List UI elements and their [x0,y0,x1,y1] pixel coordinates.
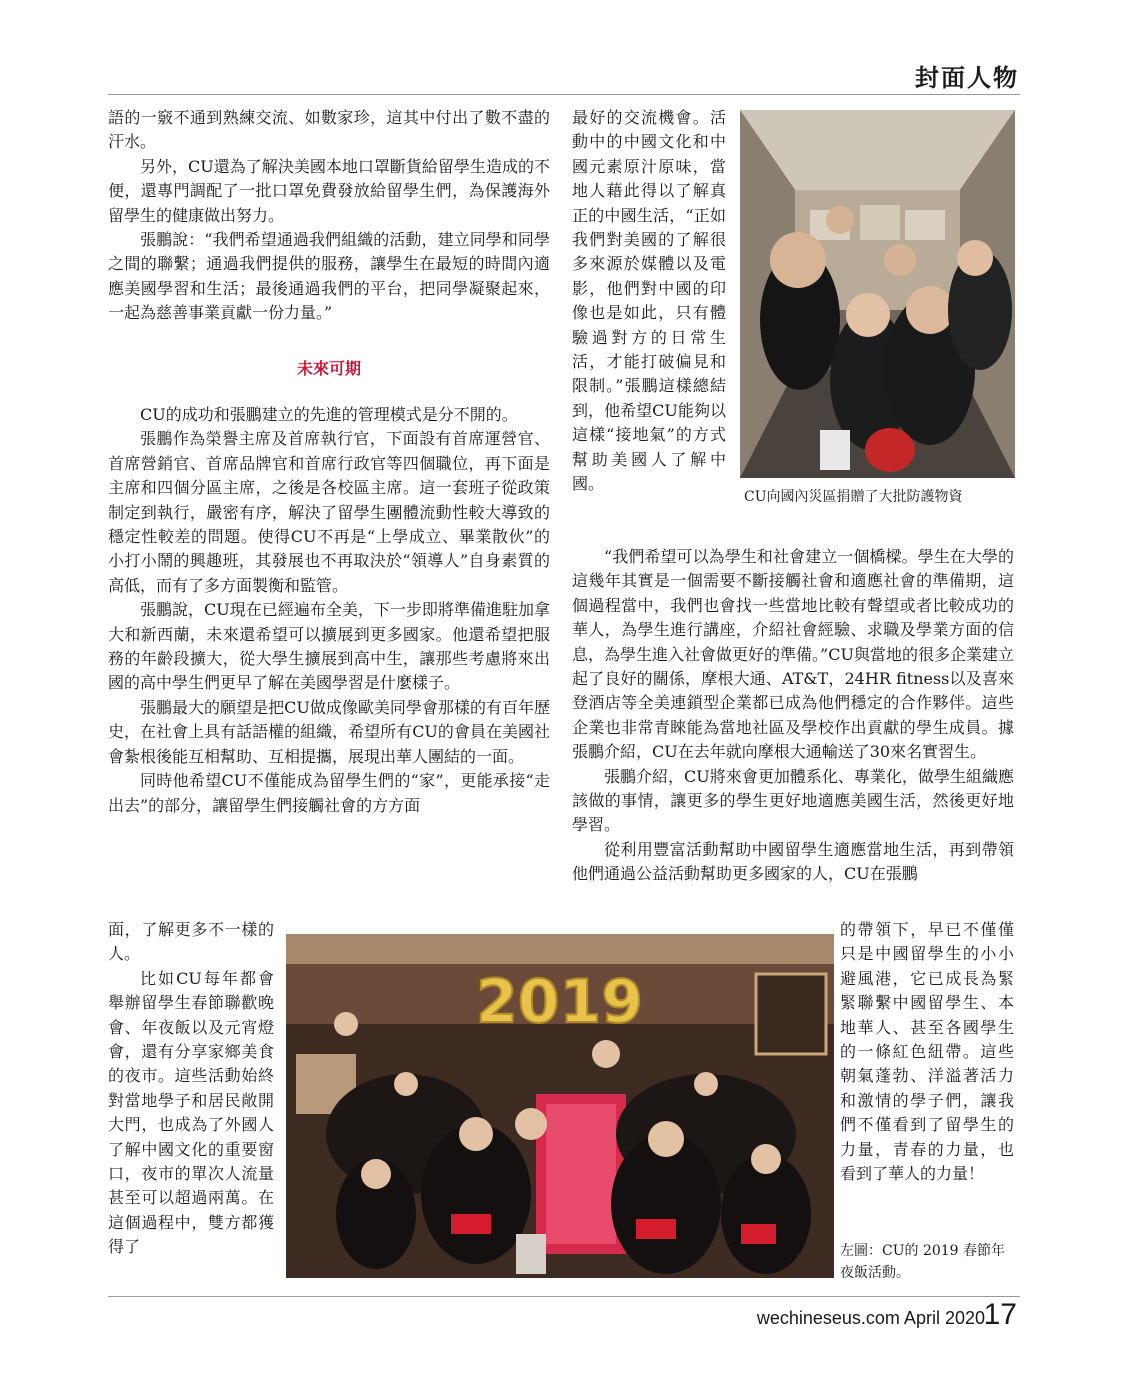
footer-rule [108,1296,1020,1297]
paragraph: 面，了解更多不一樣的人。 [108,920,274,964]
donation-photo [740,110,1015,478]
paragraph: 張鵬說：“我們希望通過我們組織的活動，建立同學和同學之間的聯繫；通過我們提供的服務，讓學生在最短的時間內適應美國學習和生活；最後通過我們的平台，把同學凝聚起來，一起為慈善事業貢獻一份力量。” [108,230,550,323]
new-year-dinner-photo [286,934,834,1278]
paragraph: 語的一竅不通到熟練交流、如數家珍，這其中付出了數不盡的汗水。 [108,108,550,152]
paragraph: 張鵬作為榮譽主席及首席執行官，下面設有首席運營官、首席營銷官、首席品牌官和首席行政官等四個職位，再下面是主席和四個分區主席，之後是各校區主席。這一套班子從政策制定到執行，嚴密有序，解決了留學生團體流動性較大導致的穩定性較差的問題。使得CU不再是“上學成立、畢業散伙”的小打小鬧的興趣班，其發展也不再取決於“領導人”自身素質的高低，而有了多方面製衡和監管。 [108,429,550,595]
paragraph: 同時他希望CU不僅能成為留學生們的“家”，更能承接“走出去”的部分，讓留學生們接觸社會的方方面 [108,771,550,815]
left-column-top [108,106,550,326]
right-column-main [572,545,1014,887]
footer-url: wechineseus.com April 2020 [756,1308,985,1328]
bottom-photo-caption: 左圖：CU的 2019 春節年夜飯活動。 [840,1243,1006,1281]
paragraph: 從利用豐富活動幫助中國留學生適應當地生活，再到帶領他們通過公益活動幫助更多國家的人，CU在張鵬 [572,839,1014,884]
section-title: 封面人物 [915,64,1019,92]
section-heading: 未來可期 [296,359,361,378]
paragraph: CU的成功和張鵬建立的先進的管理模式是分不開的。 [140,405,518,424]
new-year-dinner-photo-image [286,934,834,1278]
paragraph: 最好的交流機會。活動中的中國文化和中國元素原汁原味，當地人藉此得以了解真正的中國生活，“正如我們對美國的了解很多來源於媒體以及電影，他們對中國的印像也是如此，只有體驗過對方的日常生活，才能打破偏見和限制。”張鵬這樣總結到，他希望CU能夠以這樣“接地氣”的方式幫助美國人了解中國。 [572,108,726,494]
left-column-main [108,403,550,818]
paragraph: “我們希望可以為學生和社會建立一個橋樑。學生在大學的這幾年其實是一個需要不斷接觸社會和適應社會的準備期，這個過程當中，我們也會找一些當地比較有聲望或者比較成功的華人，為學生進行講座，介紹社會經驗、求職及學業方面的信息，為學生進入社會做更好的準備。”CU與當地的很多企業建立起了良好的關係，摩根大通、AT&T，24HR fitness以及喜來登酒店等全美連鎖型企業都已成為他們穩定的合作夥伴。這些企業也非常青睞能為當地社區及學校作出貢獻的學生成員。據張鵬介紹，CU在去年就向摩根大通輸送了30來名實習生。 [572,547,1014,762]
balloon-text: 2019 [476,967,643,1037]
donation-photo-image [740,110,1015,478]
left-column-narrow [108,918,274,1260]
top-photo-caption: CU向國內災區捐贈了大批防護物資 [744,489,963,505]
paragraph: 張鵬說，CU現在已經遍布全美，下一步即將準備進駐加拿大和新西蘭，未來還希望可以擴展到更多國家。他還希望把服務的年齡段擴大，從大學生擴展到高中生，讓那些考慮將來出國的高中學生們更早了解在美國學習是什麼樣子。 [108,600,550,693]
header-rule [108,94,1020,95]
right-column-narrow [840,918,1014,1186]
right-column-beside-photo [572,106,726,497]
paragraph: 張鵬介紹，CU將來會更加體系化、專業化，做學生組織應該做的事情，讓更多的學生更好地適應美國生活，然後更好地學習。 [572,766,1014,835]
paragraph: 張鵬最大的願望是把CU做成像歐美同學會那樣的有百年歷史，在社會上具有話語權的組織，希望所有CU的會員在美國社會紮根後能互相幫助、互相提攜，展現出華人團結的一面。 [108,697,550,766]
paragraph: 另外，CU還為了解決美國本地口罩斷貨給留學生造成的不便，還專門調配了一批口罩免費發放給留學生們，為保護海外留學生的健康做出努力。 [108,156,550,225]
paragraph: 的帶領下，早已不僅僅只是中國留學生的小小避風港，它已成長為緊緊聯繫中國留學生、本地華人、甚至各國學生的一條紅色紐帶。這些朝氣蓬勃、洋溢著活力和激情的學子們，讓我們不僅看到了留學生的力量，青春的力量，也看到了華人的力量！ [840,920,1014,1184]
paragraph: 比如CU每年都會舉辦留學生春節聯歡晚會、年夜飯以及元宵燈會，還有分享家鄉美食的夜市。這些活動始終對當地學子和居民敞開大門，也成為了外國人了解中國文化的重要窗口，夜市的單次人流量甚至可以超過兩萬。在這個過程中，雙方都獲得了 [108,968,274,1257]
page-number: 17 [983,1298,1017,1331]
